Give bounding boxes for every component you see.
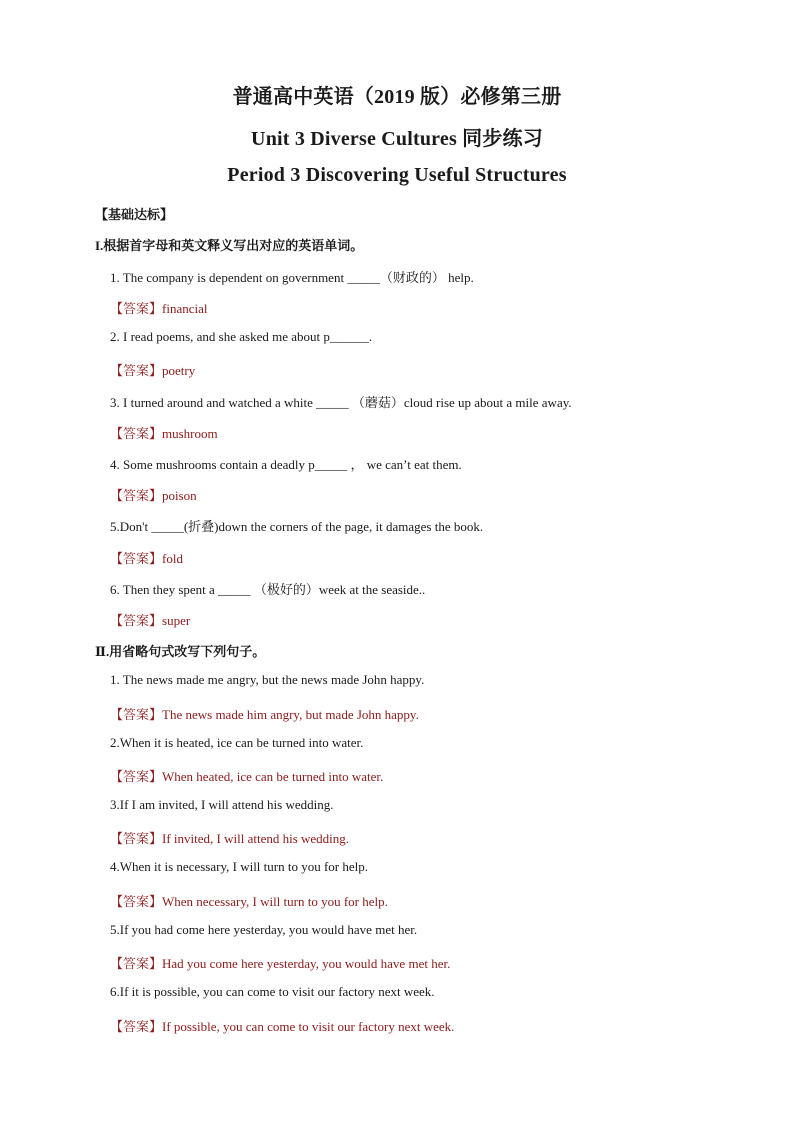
answer-text: When necessary, I will turn to you for help. bbox=[162, 894, 388, 909]
answer-text: mushroom bbox=[162, 426, 218, 441]
answer-text: The news made him angry, but made John happy. bbox=[162, 707, 419, 722]
s2-answer-1 bbox=[110, 704, 419, 723]
s1-answer-6 bbox=[110, 610, 190, 629]
answer-tag: 【答案】 bbox=[110, 301, 163, 316]
s2-question-4: 4.When it is necessary, I will turn to you for help. bbox=[110, 859, 369, 874]
answer-text: poison bbox=[162, 488, 197, 503]
s1-question-4: 4. Some mushrooms contain a deadly p_____ ， we can’t eat them. bbox=[110, 457, 462, 472]
answer-tag: 【答案】 bbox=[110, 363, 163, 378]
section1-heading: I.根据首字母和英文释义写出对应的英语单词。 bbox=[95, 238, 364, 253]
s2-question-1: 1. The news made me angry, but the news made John happy. bbox=[110, 672, 425, 687]
s1-answer-1 bbox=[110, 298, 208, 317]
s1-question-3: 3. I turned around and watched a white _____ （蘑菇）cloud rise up about a mile away. bbox=[110, 395, 572, 410]
answer-text: If possible, you can come to visit our factory next week. bbox=[162, 1019, 455, 1034]
answer-text: When heated, ice can be turned into water. bbox=[162, 769, 384, 784]
answer-tag: 【答案】 bbox=[110, 1019, 163, 1034]
s1-question-2: 2. I read poems, and she asked me about p______. bbox=[110, 329, 373, 344]
s2-question-3: 3.If I am invited, I will attend his wedding. bbox=[110, 797, 334, 812]
period-title: Period 3 Discovering Useful Structures bbox=[227, 164, 567, 186]
answer-tag: 【答案】 bbox=[110, 956, 163, 971]
answer-tag: 【答案】 bbox=[110, 831, 163, 846]
s2-question-2: 2.When it is heated, ice can be turned into water. bbox=[110, 735, 364, 750]
s1-answer-3 bbox=[110, 423, 218, 442]
answer-text: fold bbox=[162, 551, 183, 566]
answer-text: financial bbox=[162, 301, 208, 316]
answer-text: super bbox=[162, 613, 191, 628]
s2-answer-6 bbox=[110, 1016, 454, 1035]
answer-tag: 【答案】 bbox=[110, 551, 163, 566]
answer-tag: 【答案】 bbox=[110, 894, 163, 909]
s2-question-6: 6.If it is possible, you can come to visit our factory next week. bbox=[110, 984, 435, 999]
s2-question-5: 5.If you had come here yesterday, you would have met her. bbox=[110, 922, 418, 937]
s1-answer-5 bbox=[110, 548, 183, 567]
s2-answer-3 bbox=[110, 828, 349, 847]
answer-tag: 【答案】 bbox=[110, 769, 163, 784]
answer-tag: 【答案】 bbox=[110, 613, 163, 628]
s1-answer-4 bbox=[110, 485, 197, 504]
answer-tag: 【答案】 bbox=[110, 426, 163, 441]
basic-level-tag: 【基础达标】 bbox=[95, 207, 174, 222]
answer-tag: 【答案】 bbox=[110, 488, 163, 503]
s1-question-1: 1. The company is dependent on government _____（财政的） help. bbox=[110, 270, 474, 285]
s2-answer-5 bbox=[110, 953, 450, 972]
s1-question-5: 5.Don't _____(折叠)down the corners of the page, it damages the book. bbox=[110, 519, 484, 534]
s2-answer-4 bbox=[110, 891, 388, 910]
answer-text: If invited, I will attend his wedding. bbox=[162, 831, 350, 846]
s2-answer-2 bbox=[110, 766, 383, 785]
s1-answer-2 bbox=[110, 360, 195, 379]
s1-question-6: 6. Then they spent a _____ （极好的）week at the seaside.. bbox=[110, 582, 426, 597]
answer-text: Had you come here yesterday, you would have met her. bbox=[162, 956, 451, 971]
section2-heading: Ⅱ.用省略句式改写下列句子。 bbox=[95, 644, 266, 659]
answer-tag: 【答案】 bbox=[110, 707, 163, 722]
answer-text: poetry bbox=[162, 363, 196, 378]
unit-title: Unit 3 Diverse Cultures 同步练习 bbox=[251, 128, 543, 150]
doc-title: 普通高中英语（2019 版）必修第三册 bbox=[232, 86, 562, 108]
